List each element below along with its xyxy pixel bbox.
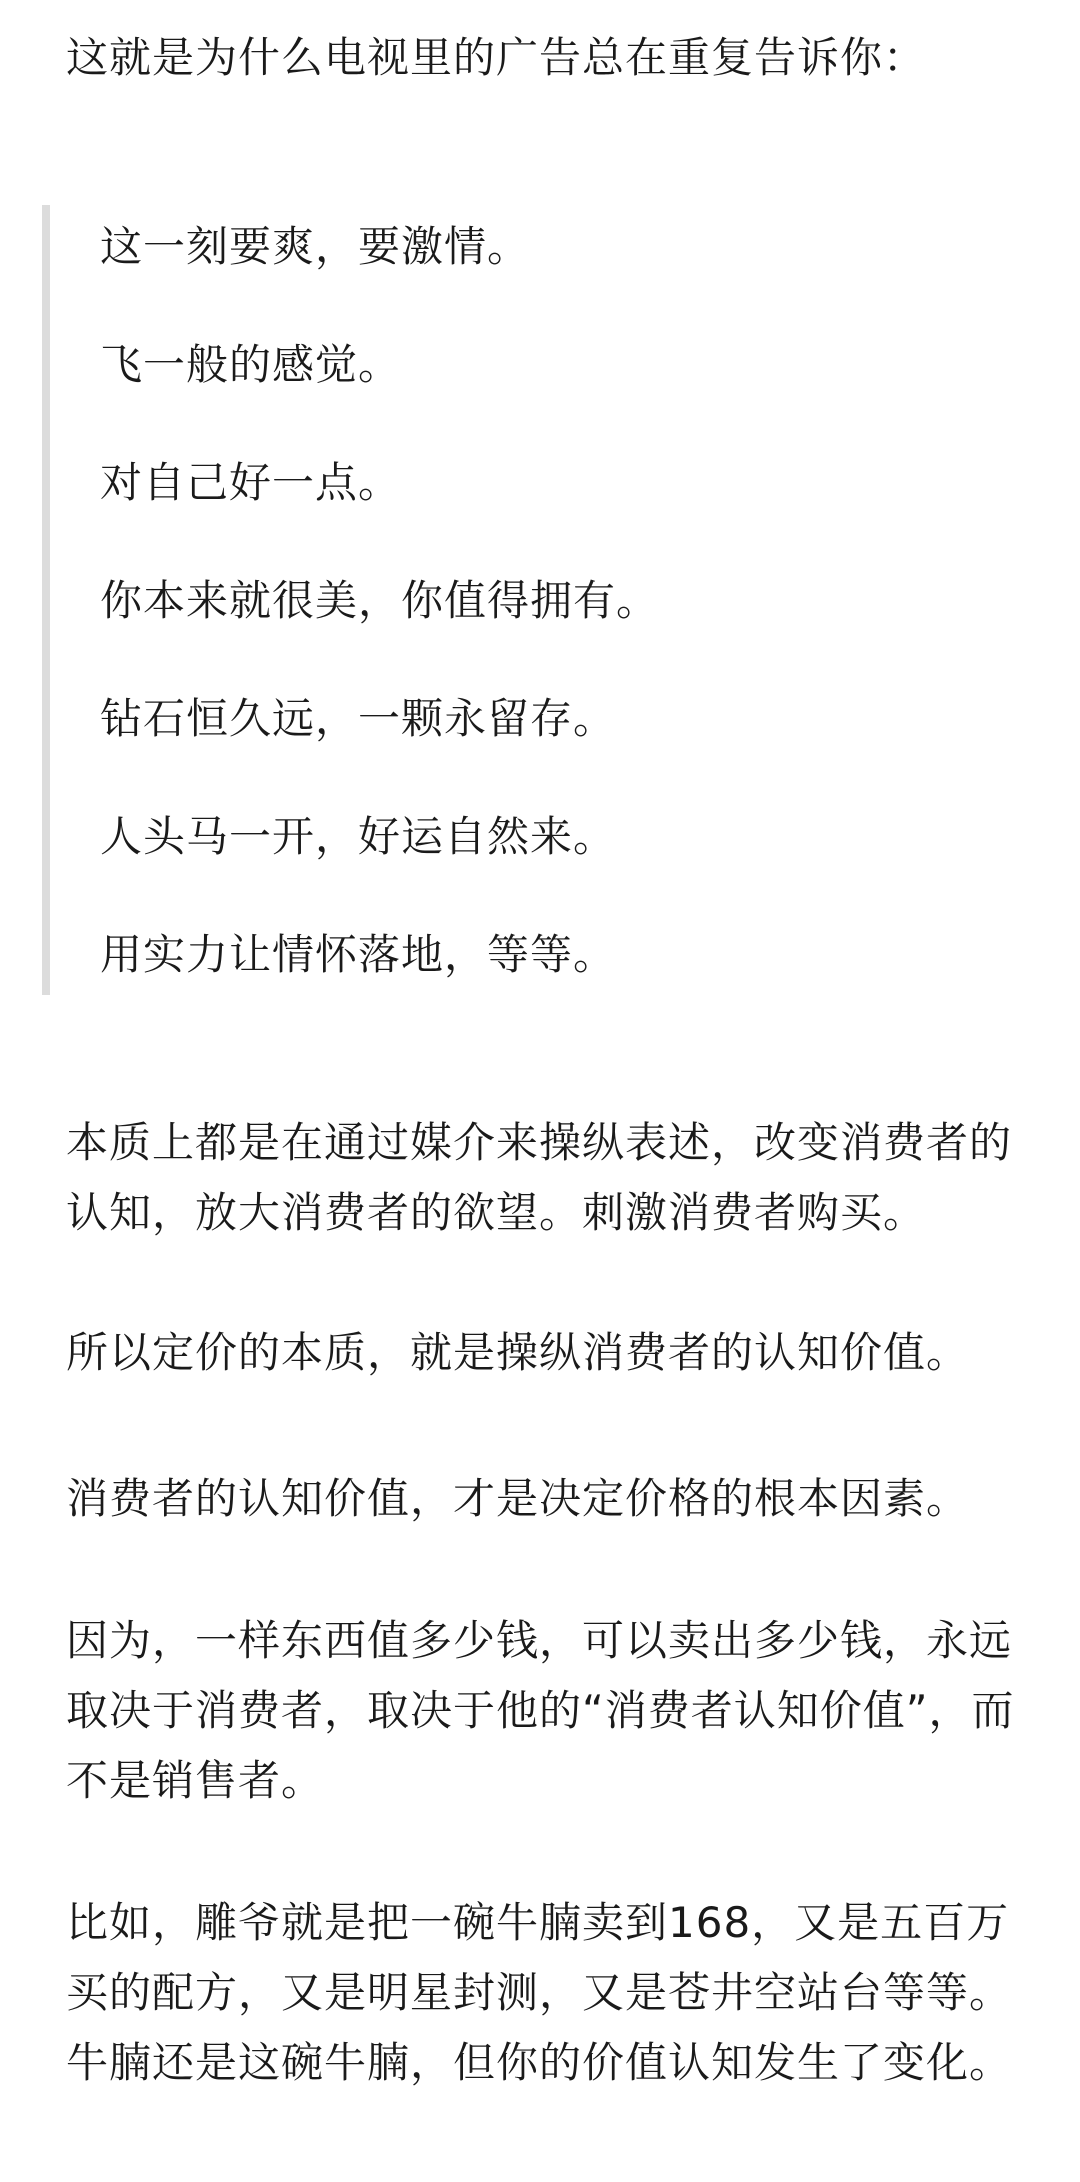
- quote-line: 对自己好一点。: [100, 458, 402, 507]
- intro-paragraph: 这就是为什么电视里的广告总在重复告诉你：: [66, 33, 927, 82]
- quote-line: 人头马一开，好运自然来。: [100, 812, 617, 861]
- quote-line: 用实力让情怀落地，等等。: [100, 930, 617, 979]
- quote-line: 钻石恒久远，一颗永留存。: [100, 694, 617, 743]
- blockquote-bar: [42, 205, 50, 995]
- body-paragraph: 所以定价的本质，就是操纵消费者的认知价值。: [66, 1328, 970, 1377]
- quote-line: 这一刻要爽，要激情。: [100, 222, 531, 271]
- body-paragraph: 消费者的认知价值，才是决定价格的根本因素。: [66, 1474, 970, 1523]
- quote-line: 你本来就很美，你值得拥有。: [100, 576, 660, 625]
- body-paragraph: 本质上都是在通过媒介来操纵表述，改变消费者的认知，放大消费者的欲望。刺激消费者购买。: [66, 1118, 1013, 1237]
- quote-line: 飞一般的感觉。: [100, 340, 402, 389]
- body-paragraph: 因为，一样东西值多少钱，可以卖出多少钱，永远取决于消费者，取决于他的“消费者认知价值”，而不是销售者。: [66, 1616, 1015, 1805]
- body-paragraph: 比如，雕爷就是把一碗牛腩卖到168，又是五百万买的配方，又是明星封测，又是苍井空站台等等。牛腩还是这碗牛腩，但你的价值认知发生了变化。: [66, 1898, 1013, 2087]
